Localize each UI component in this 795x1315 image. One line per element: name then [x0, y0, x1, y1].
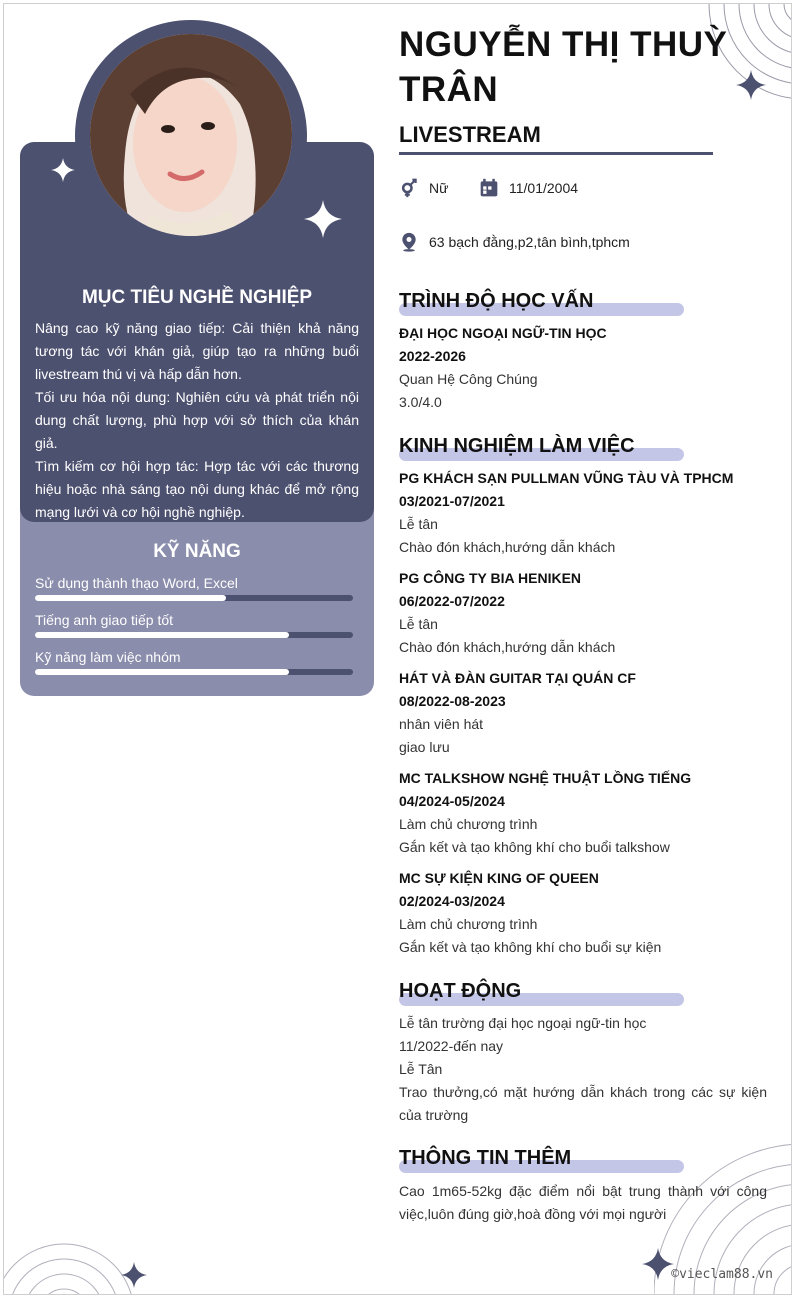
activities-title: HOẠT ĐỘNG [399, 980, 522, 1002]
experience-item [399, 667, 767, 759]
skill-bar-fill [35, 669, 289, 675]
experience-role: Lễ tân [399, 616, 438, 632]
address-info [399, 232, 630, 252]
experience-title: KINH NGHIỆM LÀM VIỆC [399, 435, 635, 457]
skill-bar [35, 669, 353, 675]
experience-heading [399, 435, 689, 461]
experience-period: 02/2024-03/2024 [399, 893, 505, 909]
experience-company: MC SỰ KIỆN KING OF QUEEN [399, 870, 599, 886]
experience-period: 04/2024-05/2024 [399, 793, 505, 809]
sparkle-icon [642, 1248, 674, 1280]
experience-desc: Gắn kết và tạo không khí cho buổi talkshow [399, 839, 670, 855]
additional-block [399, 1180, 767, 1226]
experience-role: Lễ tân [399, 516, 438, 532]
objective-title: MỤC TIÊU NGHỀ NGHIỆP [81, 287, 313, 308]
education-major: Quan Hệ Công Chúng [399, 371, 538, 387]
education-title: TRÌNH ĐỘ HỌC VẤN [399, 290, 594, 312]
skill-item [35, 648, 353, 675]
skills-title: KỸ NĂNG [153, 541, 241, 562]
skill-bar [35, 595, 353, 601]
skill-bar [35, 632, 353, 638]
birthdate-info [479, 178, 578, 198]
activity-period: 11/2022-đến nay [399, 1038, 504, 1054]
sparkle-icon [304, 200, 342, 238]
objective-paragraph: Tối ưu hóa nội dung: Nghiên cứu và phát triển nội dung chất lượng, phù hợp với sở thích của khán giả. [35, 389, 359, 451]
watermark: ©vieclam88.vn [671, 1267, 773, 1282]
education-school: ĐẠI HỌC NGOẠI NGỮ-TIN HỌC [399, 325, 607, 341]
experience-item [399, 867, 767, 959]
activity-role: Lễ Tân [399, 1061, 443, 1077]
education-period: 2022-2026 [399, 348, 466, 364]
experience-company: PG KHÁCH SẠN PULLMAN VŨNG TÀU VÀ TPHCM [399, 470, 734, 486]
experience-company: MC TALKSHOW NGHỆ THUẬT LỒNG TIẾNG [399, 770, 692, 786]
gender-value: Nữ [429, 180, 449, 196]
gender-info [399, 178, 448, 198]
skill-label: Tiếng anh giao tiếp tốt [35, 612, 174, 628]
experience-period: 06/2022-07/2022 [399, 593, 505, 609]
avatar [90, 34, 292, 236]
objective-text [35, 317, 359, 524]
experience-desc: Chào đón khách,hướng dẫn khách [399, 639, 616, 655]
additional-title: THÔNG TIN THÊM [399, 1147, 572, 1169]
skill-label: Sử dụng thành thạo Word, Excel [35, 575, 238, 591]
gender-icon [399, 178, 419, 198]
address-value: 63 bạch đằng,p2,tân bình,tphcm [429, 234, 630, 250]
activities-block [399, 1012, 767, 1127]
activity-org: Lễ tân trường đại học ngoại ngữ-tin học [399, 1015, 647, 1031]
experience-company: HÁT VÀ ĐÀN GUITAR TẠI QUÁN CF [399, 670, 636, 686]
title-divider [399, 152, 713, 155]
skill-bar-fill [35, 632, 289, 638]
skill-item [35, 574, 353, 601]
location-pin-icon [399, 232, 419, 252]
experience-desc: giao lưu [399, 739, 450, 755]
objective-paragraph: Nâng cao kỹ năng giao tiếp: Cải thiện khả năng tương tác với khán giả, giúp tạo ra những buổi livestream thú vị và hấp dẫn hơn. [35, 320, 359, 382]
additional-heading [399, 1147, 689, 1173]
education-gpa: 3.0/4.0 [399, 394, 442, 410]
candidate-name: NGUYỄN THỊ THUỲ TRÂN [399, 25, 728, 109]
experience-item [399, 467, 767, 559]
sparkle-icon [51, 158, 75, 182]
experience-role: nhân viên hát [399, 716, 484, 732]
experience-desc: Chào đón khách,hướng dẫn khách [399, 539, 616, 555]
skill-bar-fill [35, 595, 226, 601]
education-heading [399, 290, 689, 316]
objective-paragraph: Tìm kiếm cơ hội hợp tác: Hợp tác với các thương hiệu hoặc nhà sáng tạo nội dung khác để mở rộng mạng lưới và cơ hội nghề nghiệp. [35, 458, 359, 520]
sparkle-icon [121, 1262, 147, 1288]
calendar-icon [479, 178, 499, 198]
experience-period: 03/2021-07/2021 [399, 493, 505, 509]
candidate-position: LIVESTREAM [399, 122, 541, 147]
experience-role: Làm chủ chương trình [399, 816, 538, 832]
activity-desc: Trao thưởng,có mặt hướng dẫn khách trong các sự kiện của trường [399, 1084, 767, 1123]
education-block [399, 322, 767, 414]
experience-company: PG CÔNG TY BIA HENIKEN [399, 570, 582, 586]
additional-text: Cao 1m65-52kg đặc điểm nổi bật trung thành với công việc,luôn đúng giờ,hoà đồng với mọi người [399, 1183, 767, 1222]
cv-page [3, 3, 792, 1295]
activities-heading [399, 980, 689, 1006]
experience-item [399, 567, 767, 659]
birthdate-value: 11/01/2004 [509, 180, 579, 196]
skill-label: Kỹ năng làm việc nhóm [35, 649, 181, 665]
experience-period: 08/2022-08-2023 [399, 693, 506, 709]
experience-desc: Gắn kết và tạo không khí cho buổi sự kiện [399, 939, 662, 955]
sparkle-icon [736, 70, 766, 100]
experience-item [399, 767, 767, 859]
skill-item [35, 611, 353, 638]
experience-role: Làm chủ chương trình [399, 916, 538, 932]
